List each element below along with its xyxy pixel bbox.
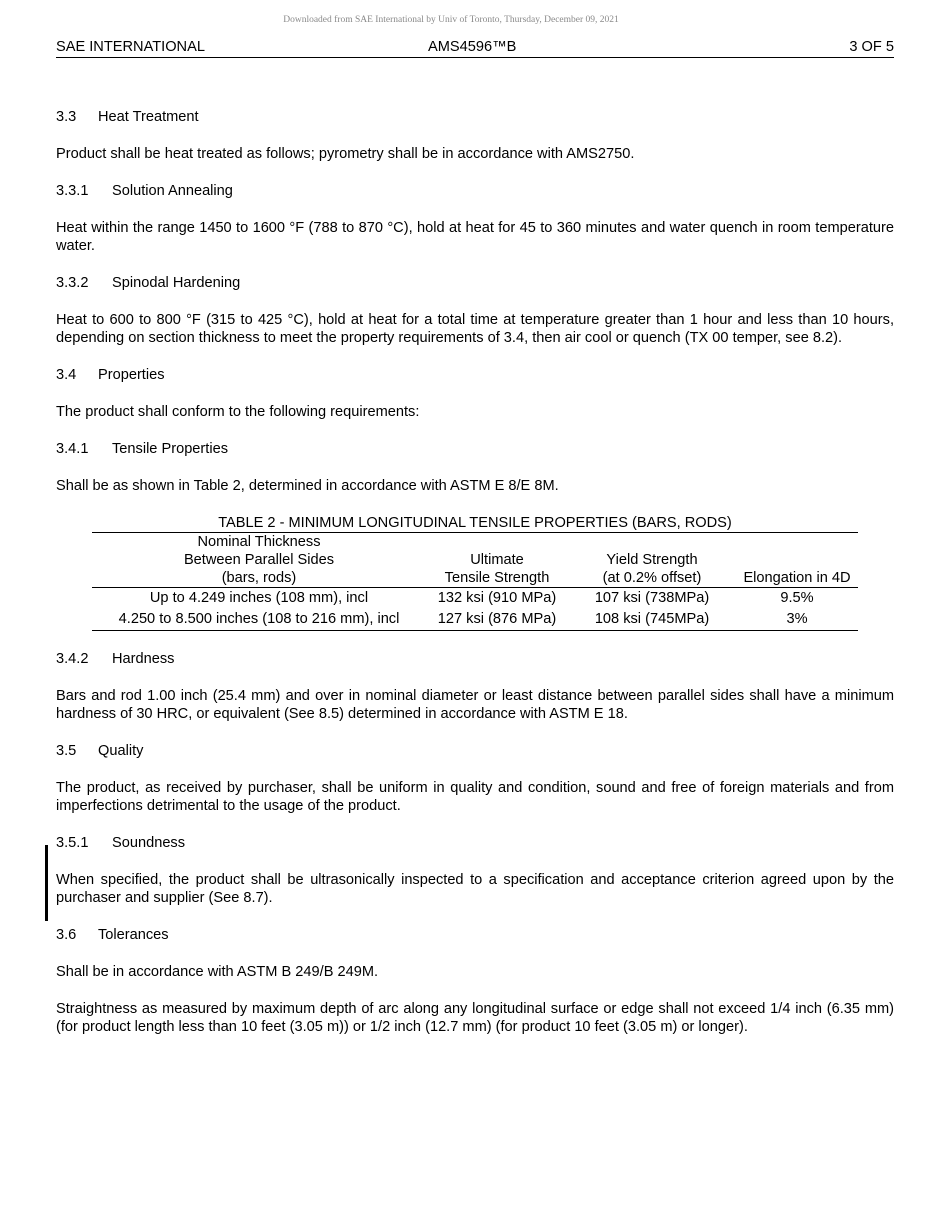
section-heading-3-5: 3.5 Quality	[56, 743, 144, 759]
table-row	[92, 588, 858, 610]
header-nominal-thickness-1: Nominal Thickness	[197, 534, 321, 550]
section-heading-3-3: 3.3 Heat Treatment	[56, 109, 199, 125]
section-heading-3-4-2: 3.4.2 Hardness	[56, 651, 175, 667]
table-cell: 108 ksi (745MPa)	[568, 609, 736, 631]
section-text-3-5: The product, as received by purchaser, shall be uniform in quality and condition, sound and free of foreign materials and from imperfections detrimental to the usage of the product.	[56, 780, 894, 814]
section-heading-3-6: 3.6 Tolerances	[56, 927, 169, 943]
header-offset: (at 0.2% offset)	[568, 569, 736, 588]
table-cell: 127 ksi (876 MPa)	[426, 609, 568, 631]
section-heading-3-3-2: 3.3.2 Spinodal Hardening	[56, 275, 241, 291]
section-text-3-4-2: Bars and rod 1.00 inch (25.4 mm) and over in nominal diameter or least distance between parallel sides shall have a minimum hardness of 30 HRC, or equivalent (See 8.5) determined in accordance with ASTM E 18.	[56, 688, 894, 722]
table-cell: Up to 4.249 inches (108 mm), incl	[149, 590, 369, 606]
section-text-3-3-2: Heat to 600 to 800 °F (315 to 425 °C), hold at heat for a total time at temperature greater than 1 hour and less than 10 hours, depending on section thickness to meet the property requirements of 3.4, then air cool or quench (TX 00 temper, see 8.2).	[56, 312, 894, 346]
section-text-3-3-1: Heat within the range 1450 to 1600 °F (788 to 870 °C), hold at heat for 45 to 360 minutes and water quench in room temperature water.	[56, 220, 894, 254]
table-cell: 9.5%	[780, 590, 814, 606]
section-text-3-3: Product shall be heat treated as follows; pyrometry shall be in accordance with AMS2750.	[56, 146, 635, 162]
tensile-properties-table	[92, 532, 858, 631]
document-number: AMS4596™B	[428, 39, 517, 55]
revision-change-bar	[45, 845, 48, 921]
table-row	[92, 609, 858, 631]
table-cell: 132 ksi (910 MPa)	[437, 590, 557, 606]
header-yield-strength: Yield Strength	[606, 552, 698, 568]
download-notice: Downloaded from SAE International by Univ of Toronto, Thursday, December 09, 2021	[283, 15, 619, 25]
section-heading-3-4: 3.4 Properties	[56, 367, 165, 383]
section-text-3-5-1: When specified, the product shall be ultrasonically inspected to a specification and acceptance criterion agreed upon by the purchaser and supplier (See 8.7).	[56, 872, 894, 906]
section-heading-3-5-1: 3.5.1 Soundness	[56, 835, 186, 851]
page-header	[56, 39, 894, 58]
section-text-3-4: The product shall conform to the following requirements:	[56, 404, 420, 420]
header-tensile-strength: Tensile Strength	[426, 569, 568, 588]
section-heading-3-4-1: 3.4.1 Tensile Properties	[56, 441, 228, 457]
section-heading-3-3-1: 3.3.1 Solution Annealing	[56, 183, 233, 199]
section-text-3-6-straightness: Straightness as measured by maximum depth of arc along any longitudinal surface or edge shall not exceed 1/4 inch (6.35 mm) (for product length less than 10 feet (3.05 m)) or 1/2 inch (12.7 mm) (for product 10 feet (3.05 m) or longer).	[56, 1001, 894, 1035]
section-text-3-6: Shall be in accordance with ASTM B 249/B 249M.	[56, 964, 379, 980]
publisher-name: SAE INTERNATIONAL	[56, 39, 205, 55]
table-title: TABLE 2 - MINIMUM LONGITUDINAL TENSILE PROPERTIES (BARS, RODS)	[218, 515, 732, 531]
table-cell: 107 ksi (738MPa)	[594, 590, 710, 606]
table-cell: 4.250 to 8.500 inches (108 to 216 mm), incl	[92, 609, 426, 631]
header-elongation: Elongation in 4D	[736, 569, 858, 588]
page-number: 3 OF 5	[849, 39, 894, 55]
header-nominal-thickness-2: Between Parallel Sides	[183, 552, 335, 568]
section-text-3-4-1: Shall be as shown in Table 2, determined in accordance with ASTM E 8/E 8M.	[56, 478, 559, 494]
table-cell: 3%	[736, 609, 858, 631]
header-ultimate: Ultimate	[470, 552, 524, 568]
header-bars-rods: (bars, rods)	[92, 569, 426, 588]
document-body	[56, 108, 894, 1036]
